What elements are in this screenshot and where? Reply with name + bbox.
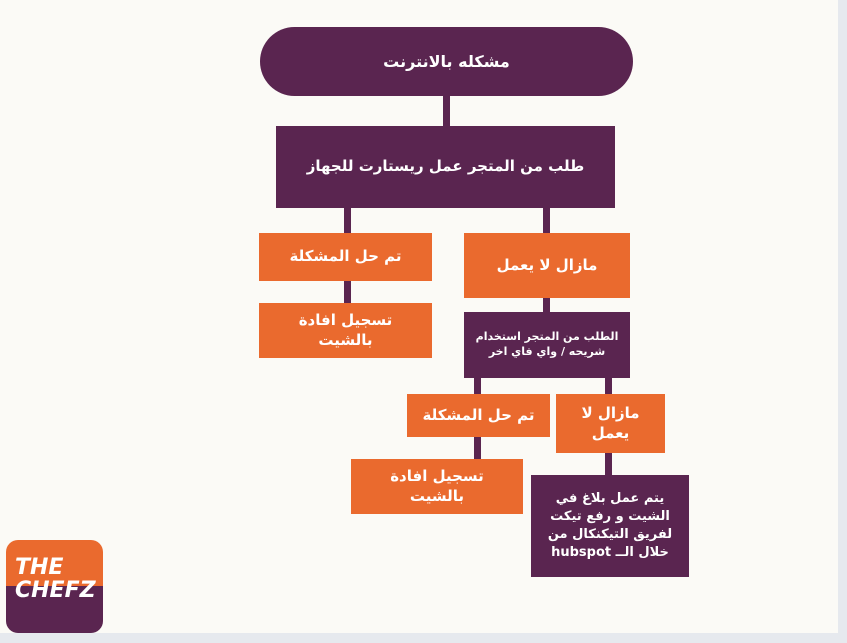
log-node-1 — [259, 303, 432, 358]
still-not-working-node-2-label: مازال لا يعمل — [581, 403, 640, 442]
solved-node-2-label: تم حل المشكلة — [422, 405, 535, 424]
escalate-node — [531, 475, 689, 577]
connector-restart-solved — [344, 207, 351, 234]
logo-line-2: CHEFZ — [15, 578, 96, 603]
frame-edge-bottom — [0, 633, 847, 643]
solved-node-2 — [407, 394, 550, 437]
logo-line-1: THE — [15, 555, 64, 580]
root-node-label: مشكله بالانترنت — [383, 51, 510, 71]
the-chefz-logo — [6, 540, 103, 633]
frame-edge-right — [838, 0, 847, 643]
solved-node-1 — [259, 233, 432, 281]
connector-restart-still — [543, 207, 550, 234]
connector-solved-log — [344, 280, 351, 304]
connector-sim-solved — [474, 377, 481, 395]
connector-solved2-log2 — [474, 436, 481, 460]
root-node — [260, 27, 633, 96]
log-node-2 — [351, 459, 523, 514]
sim-wifi-node — [464, 312, 630, 378]
restart-node-label: طلب من المتجر عمل ريستارت للجهاز — [306, 157, 585, 176]
still-not-working-node-1-label: مازال لا يعمل — [496, 255, 598, 274]
log-node-2-label: تسجيل افادة بالشيت — [390, 466, 484, 505]
connector-still-sim — [543, 298, 550, 313]
escalate-node-label: يتم عمل بلاغ في الشيت و رفع تيكت لفريق التيكنكال من خلال الــ hubspot — [547, 490, 673, 561]
solved-node-1-label: تم حل المشكلة — [289, 247, 402, 266]
restart-node — [276, 126, 615, 208]
sim-wifi-node-label: الطلب من المتجر استخدام شريحه / واي فاي اخر — [475, 330, 619, 358]
logo-wordmark — [15, 556, 96, 602]
still-not-working-node-1 — [464, 233, 630, 298]
connector-still2-escalate — [605, 452, 612, 476]
still-not-working-node-2 — [556, 394, 665, 453]
connector-root-restart — [443, 95, 450, 127]
log-node-1-label: تسجيل افادة بالشيت — [298, 310, 393, 349]
connector-sim-still — [605, 377, 612, 395]
